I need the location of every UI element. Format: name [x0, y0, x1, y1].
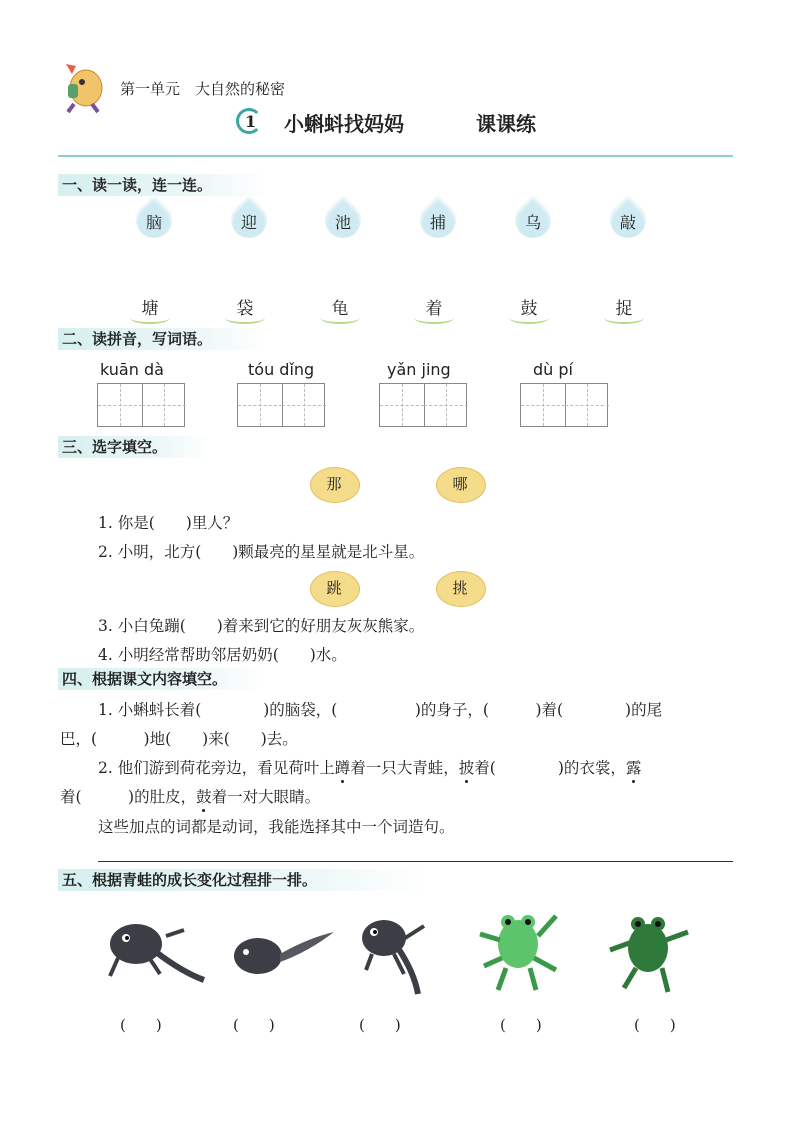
writing-grid[interactable] — [237, 383, 325, 427]
section-2-title: 二、读拼音，写词语。 — [58, 328, 268, 350]
bottom-char: 着 — [425, 299, 443, 319]
top-char: 池 — [334, 213, 351, 232]
text: 着( )的肚皮， — [60, 788, 197, 806]
leaf-icon — [604, 312, 644, 324]
top-char: 乌 — [524, 213, 541, 232]
question-3: 3. 小白兔蹦( )着来到它的好朋友灰灰熊家。 — [98, 617, 425, 635]
dotted-verb: 露 — [625, 759, 642, 777]
answer-line[interactable] — [98, 861, 733, 862]
question-2: 2. 小明，北方( )颗最亮的星星就是北斗星。 — [98, 543, 425, 561]
lesson-title: 小蝌蚪找妈妈 — [284, 112, 404, 136]
bottom-char: 袋 — [236, 299, 254, 319]
lesson-number: 1 — [245, 112, 257, 131]
s4-line-3 — [98, 756, 641, 778]
pinyin: dù pí — [533, 360, 573, 379]
lesson-number-badge — [236, 108, 262, 134]
section-4-title: 四、根据课文内容填空。 — [58, 668, 264, 690]
order-blank[interactable]: ( ) — [233, 1016, 275, 1034]
text: 着( )的衣裳， — [474, 759, 626, 777]
bottom-char: 龟 — [331, 299, 349, 319]
young-frog-image — [466, 900, 578, 1000]
leaf-icon — [130, 312, 170, 324]
dotted-verb: 蹲 — [334, 759, 351, 777]
pinyin: yǎn jing — [387, 360, 451, 379]
pinyin: kuān dà — [100, 360, 164, 379]
section-1-title: 一、读一读，连一连。 — [58, 174, 268, 196]
s4-line-2: 巴，( )地( )来( )去。 — [60, 730, 298, 748]
choice-char: 跳 — [326, 579, 342, 597]
order-blank[interactable]: ( ) — [500, 1016, 542, 1034]
writing-grid[interactable] — [97, 383, 185, 427]
text: 着一对大眼睛。 — [211, 788, 321, 806]
choice-char: 挑 — [452, 579, 468, 597]
bottom-char: 鼓 — [520, 299, 538, 319]
order-blank[interactable]: ( ) — [634, 1016, 676, 1034]
lesson-type: 课课练 — [476, 112, 536, 136]
section-5-title: 五、根据青蛙的成长变化过程排一排。 — [58, 869, 426, 891]
tadpole-four-legs-image — [354, 906, 448, 998]
pinyin: tóu dǐng — [248, 360, 315, 379]
top-char: 迎 — [240, 213, 257, 232]
s4-line-5: 这些加点的词都是动词，我能选择其中一个词造句。 — [98, 818, 455, 836]
leaf-icon — [225, 312, 265, 324]
leaf-icon — [509, 312, 549, 324]
question-4: 4. 小明经常帮助邻居奶奶( )水。 — [98, 646, 347, 664]
frog-image — [604, 902, 696, 1000]
leaf-icon — [320, 312, 360, 324]
dotted-verb: 披 — [458, 759, 475, 777]
text: 着一只大青蛙， — [350, 759, 459, 777]
section-3-title: 三、选字填空。 — [58, 436, 210, 458]
tadpole-with-legs-image — [96, 906, 210, 998]
header-divider — [58, 155, 733, 157]
order-blank[interactable]: ( ) — [359, 1016, 401, 1034]
bottom-char: 捉 — [615, 299, 633, 319]
mascot-icon — [56, 56, 112, 114]
s4-line-1: 1. 小蝌蚪长着( )的脑袋，( )的身子，( )着( )的尾 — [98, 701, 663, 719]
writing-grid[interactable] — [520, 383, 608, 427]
top-char: 敲 — [619, 213, 636, 232]
order-blank[interactable]: ( ) — [120, 1016, 162, 1034]
s4-line-4 — [60, 785, 320, 807]
top-char: 脑 — [145, 213, 162, 232]
tadpole-image — [228, 918, 338, 988]
dotted-verb: 鼓 — [196, 788, 212, 806]
choice-char: 哪 — [452, 475, 468, 493]
bottom-char: 塘 — [141, 299, 159, 319]
unit-title: 第一单元 大自然的秘密 — [120, 80, 286, 98]
leaf-icon — [414, 312, 454, 324]
choice-char: 那 — [326, 475, 342, 493]
text: 2. 他们游到荷花旁边，看见荷叶上 — [98, 759, 335, 777]
writing-grid[interactable] — [379, 383, 467, 427]
question-1: 1. 你是( )里人？ — [98, 514, 239, 532]
top-char: 捕 — [429, 213, 446, 232]
